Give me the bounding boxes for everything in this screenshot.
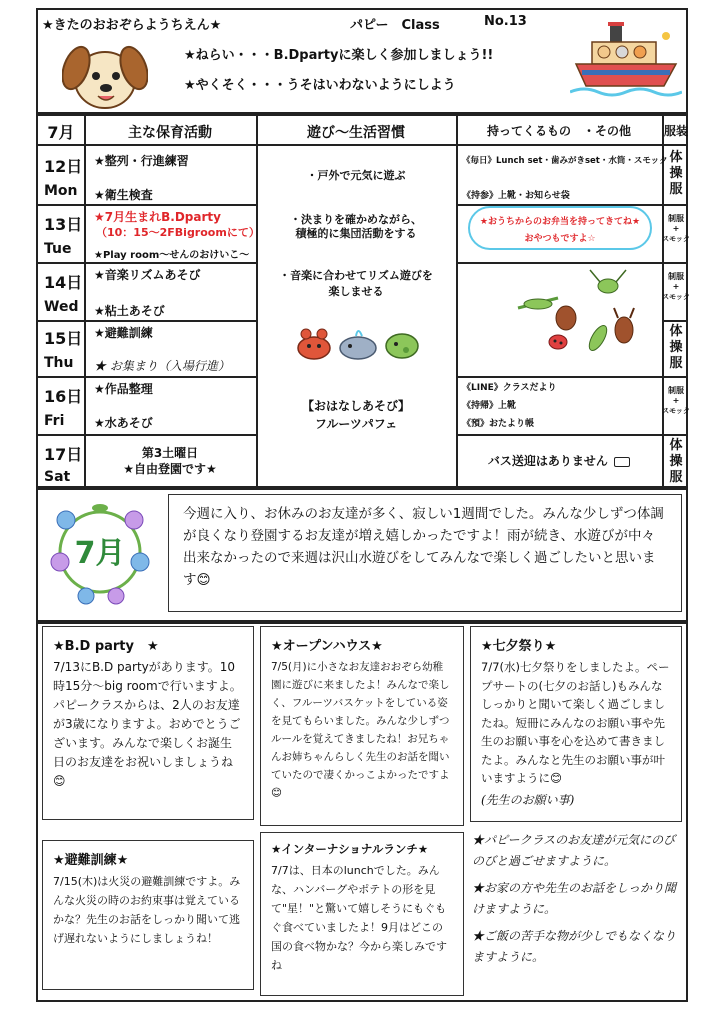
bring-return: 《持帰》上靴	[462, 401, 517, 411]
col-bring-header: 持ってくるもの ・その他	[486, 124, 631, 138]
tanabata-box	[470, 626, 682, 822]
tanabata-body: 7/7(水)七夕祭りをしましたよ。ペープサートの(七夕のお話し)もみんなしっかりと聞いて楽しく過ごしましたね。短冊にみんなのお願い事や先生のお願い事を心を込めて書きましたよ。みんなと先生のお願い事が叶いますように😊	[481, 660, 670, 785]
open-house-body: 7/5(月)に小さなお友達おおぞら幼稚園に遊びに来ましたよ！みんなで楽しく、フルーツバスケットをしている姿を見てもらいました。みんな少しずつルールを覚えてきましたね！お兄ちゃんお姉ちゃんらしく先生のお話を聞いていたので凄くかっこよかったですよ😊	[271, 661, 450, 799]
open-house-title: ★オープンハウス★	[271, 639, 383, 654]
bd-party-body: 7/13にB.D partyがあります。10時15分～big roomで行いますよ。パピークラスからは、2人のお友達が3歳になりますよ。おめでとうございます。みんなで楽しくお誕生日のお友達をお祝いしましょうね😊	[53, 660, 242, 788]
activity-tue-1: ★7月生まれB.Dparty	[94, 210, 221, 224]
play-rules-1: ・決まりを確かめながら、	[290, 213, 422, 226]
teacher-message-text: 今週に入り、お休みのお友達が多く、寂しい1週間でした。みんな少しずつ体調が良くなり登園するお友達が増え嬉しかったですよ！雨が続き、水遊びが中々出来なかったので来週は沢山水遊びをしてみんなで楽しく過ごしたいと思います😊	[183, 506, 664, 588]
activity-sat-2: ★自由登園です★	[123, 462, 217, 476]
dog-illustration	[62, 38, 148, 112]
evacuation-drill-box	[42, 840, 254, 990]
activity-wed-1: ★音楽リズムあそび	[94, 268, 201, 282]
header	[36, 8, 688, 114]
lunch-cloud-bubble	[468, 206, 652, 250]
weekly-message-section	[36, 488, 688, 622]
activity-wed-2: ★粘土あそび	[94, 304, 165, 318]
aim-text: ★ねらい・・・B.Dpartyに楽しく参加しましょう!!	[184, 48, 494, 63]
weekly-schedule-table	[36, 114, 688, 488]
activity-thu-2: ★ お集まり（入場行進）	[94, 359, 230, 373]
ship-illustration	[570, 20, 682, 102]
issue-number: No.13	[484, 14, 527, 29]
month-label: 7月	[47, 123, 75, 142]
day-sat: 17日 Sat	[44, 445, 83, 485]
play-outdoor: ・戸外で元気に遊ぶ	[306, 169, 406, 182]
day-fri: 16日 Fri	[44, 387, 83, 429]
clothes-fri: 制服 + スモック	[662, 386, 690, 415]
school-name: ★きたのおおぞらようちえん★	[42, 18, 222, 33]
play-rules-2: 積極的に集団活動をする	[295, 227, 417, 240]
clothes-thu: 体操服	[669, 324, 683, 371]
day-tue: 13日 Tue	[44, 215, 83, 257]
class-name: パピー Class	[350, 18, 440, 33]
sea-creatures-illustration	[294, 322, 424, 366]
activity-fri-1: ★作品整理	[94, 382, 153, 396]
play-music-1: ・音楽に合わせてリズム遊びを	[279, 269, 433, 282]
day-thu: 15日 Thu	[44, 329, 83, 371]
col-play-header: 遊び～生活習慣	[307, 125, 405, 141]
story-title: 【おはなしあそび】	[301, 399, 410, 413]
clothes-wed: 制服 + スモック	[662, 272, 690, 301]
international-lunch-box	[260, 832, 464, 996]
bring-line: 《LINE》クラスだより	[462, 383, 557, 393]
bus-icon	[614, 457, 630, 467]
play-music-2: 楽しませる	[328, 285, 384, 298]
international-lunch-body: 7/7は、日本のlunchでした。みんな、ハンバーグやポテトの形を見て"星！"と驚いて嬉しそうにもぐもぐ食べていましたよ！9月はどこの国の食べ物かな？今から楽しみですね	[271, 864, 447, 972]
day-wed: 14日 Wed	[44, 273, 83, 315]
international-lunch-title: ★インターナショナルランチ★	[271, 842, 429, 856]
activity-mon-2: ★衛生検査	[94, 188, 153, 202]
tanabata-title: ★七夕祭り★	[481, 639, 557, 654]
clothes-sat: 体操服	[669, 438, 683, 485]
bring-lunch-note-1: ★おうちからのお弁当を持ってきてね★	[479, 217, 641, 227]
bring-lunch-note-2: おやつもですよ☆	[524, 234, 596, 244]
bring-deposit: 《預》おたより帳	[462, 419, 535, 429]
wish-1: ★パピークラスのお友達が元気にのびのびと過ごせますように。	[472, 833, 676, 868]
col-clothes-header: 服装	[663, 124, 688, 138]
story-name: フルーツパフェ	[314, 417, 398, 431]
no-bus-text: バス送迎はありません	[487, 454, 608, 468]
bring-daily: 《毎日》Lunch set・歯みがきset・水筒・スモック	[462, 156, 668, 166]
no-bus-notice	[456, 452, 662, 469]
insects-illustration	[498, 268, 638, 370]
promise-text: ★やくそく・・・うそはいわないようにしよう	[184, 78, 456, 93]
teacher-message	[168, 494, 682, 612]
col-activity-header: 主な保育活動	[128, 125, 212, 141]
bd-party-title: ★B.D party ★	[53, 639, 159, 654]
evacuation-drill-body: 7/15(木)は火災の避難訓練ですよ。みんな火災の時のお約束事は覚えているかな？先生のお話をしっかり聞いて逃げ遅れないようにしましょうね！	[53, 875, 241, 945]
clothes-mon: 体操服	[669, 150, 683, 197]
day-mon: 12日 Mon	[44, 157, 83, 199]
bring-carry: 《持参》上靴・お知らせ袋	[462, 191, 570, 201]
month-badge: 7月	[74, 536, 126, 571]
clothes-tue: 制服 + スモック	[662, 214, 690, 243]
tanabata-handwritten: (先生のお願い事)	[481, 792, 575, 807]
tanabata-wishes	[472, 830, 684, 968]
activity-tue-2: ★Play room～せんのおけいこ～	[94, 250, 250, 261]
evacuation-drill-title: ★避難訓練★	[53, 853, 129, 868]
wish-3: ★ご飯の苦手な物が少しでもなくなりますように。	[472, 929, 677, 964]
activity-mon-1: ★整列・行進練習	[94, 154, 189, 168]
activity-tue-1b: （10：15～2FBigroomにて）	[96, 226, 260, 239]
open-house-box	[260, 626, 464, 826]
wish-2: ★お家の方や先生のお話をしっかり聞けますように。	[472, 881, 677, 916]
activity-thu-1: ★避難訓練	[94, 326, 153, 340]
activity-fri-2: ★水あそび	[94, 416, 153, 430]
activity-sat-1: 第3土曜日	[141, 446, 199, 460]
bd-party-box	[42, 626, 254, 820]
